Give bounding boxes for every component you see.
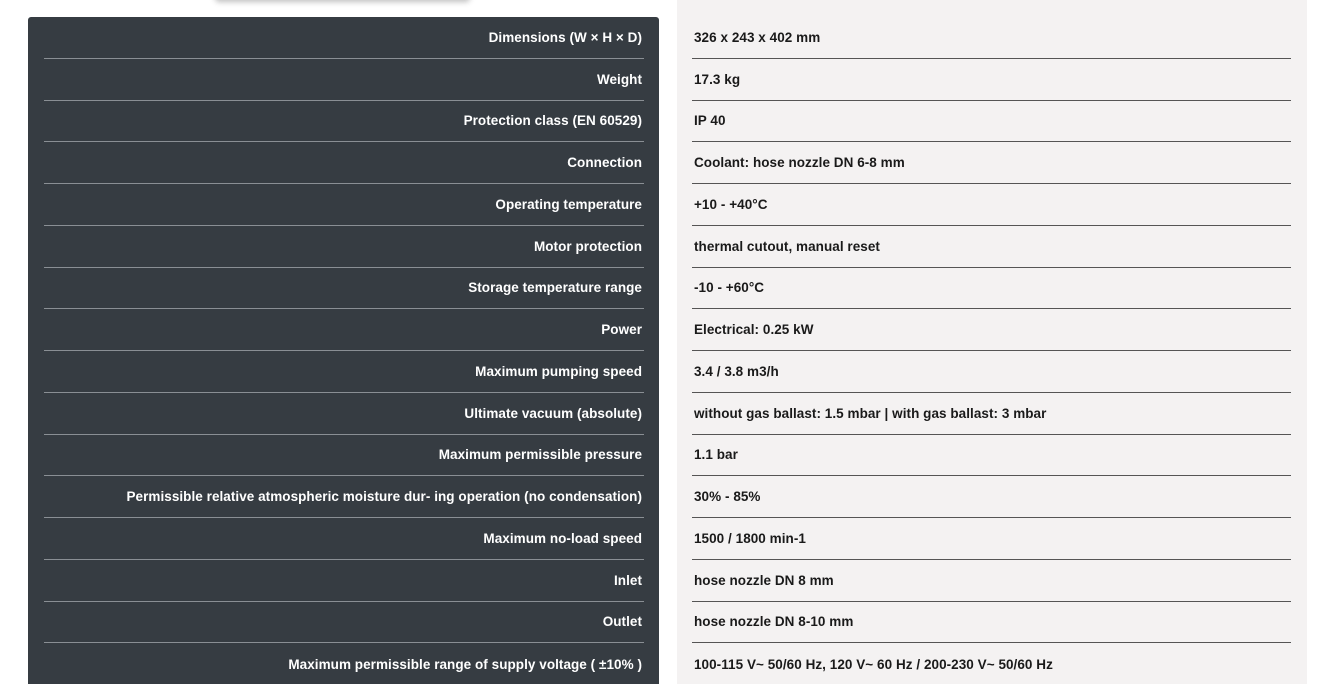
spec-label: Maximum permissible range of supply voltage ( ±10% ) <box>288 656 642 672</box>
spec-label: Outlet <box>44 602 644 644</box>
spec-label: Weight <box>44 59 644 101</box>
spec-label: Protection class (EN 60529) <box>44 101 644 143</box>
spec-value: hose nozzle DN 8 mm <box>692 560 1291 602</box>
spec-value: 1.1 bar <box>692 435 1291 477</box>
spec-label: Operating temperature <box>44 184 644 226</box>
spec-label: Storage temperature range <box>44 268 644 310</box>
spec-value: Electrical: 0.25 kW <box>692 309 1291 351</box>
spec-label: Maximum permissible pressure <box>44 435 644 477</box>
spec-label: Maximum no-load speed <box>44 518 644 560</box>
spec-value: 30% - 85% <box>692 476 1291 518</box>
spec-value: +10 - +40°C <box>692 184 1291 226</box>
spec-value: without gas ballast: 1.5 mbar | with gas ballast: 3 mbar <box>692 393 1291 435</box>
spec-label: Inlet <box>44 560 644 602</box>
spec-value: -10 - +60°C <box>692 268 1291 310</box>
spec-value: 1500 / 1800 min-1 <box>692 518 1291 560</box>
spec-value: thermal cutout, manual reset <box>692 226 1291 268</box>
spec-label: Dimensions (W × H × D) <box>44 17 644 59</box>
spec-value: 100-115 V~ 50/60 Hz, 120 V~ 60 Hz / 200-230 V~ 50/60 Hz <box>694 656 1053 672</box>
spec-value: IP 40 <box>692 101 1291 143</box>
spec-label: Motor protection <box>44 226 644 268</box>
spec-value: 17.3 kg <box>692 59 1291 101</box>
spec-label: Ultimate vacuum (absolute) <box>44 393 644 435</box>
spec-label: Power <box>44 309 644 351</box>
spec-value: Coolant: hose nozzle DN 6-8 mm <box>692 142 1291 184</box>
spec-value: hose nozzle DN 8-10 mm <box>692 602 1291 644</box>
spec-value: 326 x 243 x 402 mm <box>692 17 1291 59</box>
spec-value: 3.4 / 3.8 m3/h <box>692 351 1291 393</box>
spec-label: Permissible relative atmospheric moisture dur- ing operation (no condensation) <box>44 476 644 518</box>
spec-values-column <box>692 17 1291 684</box>
spec-label: Connection <box>44 142 644 184</box>
spec-label: Maximum pumping speed <box>44 351 644 393</box>
spec-labels-column <box>44 17 644 684</box>
